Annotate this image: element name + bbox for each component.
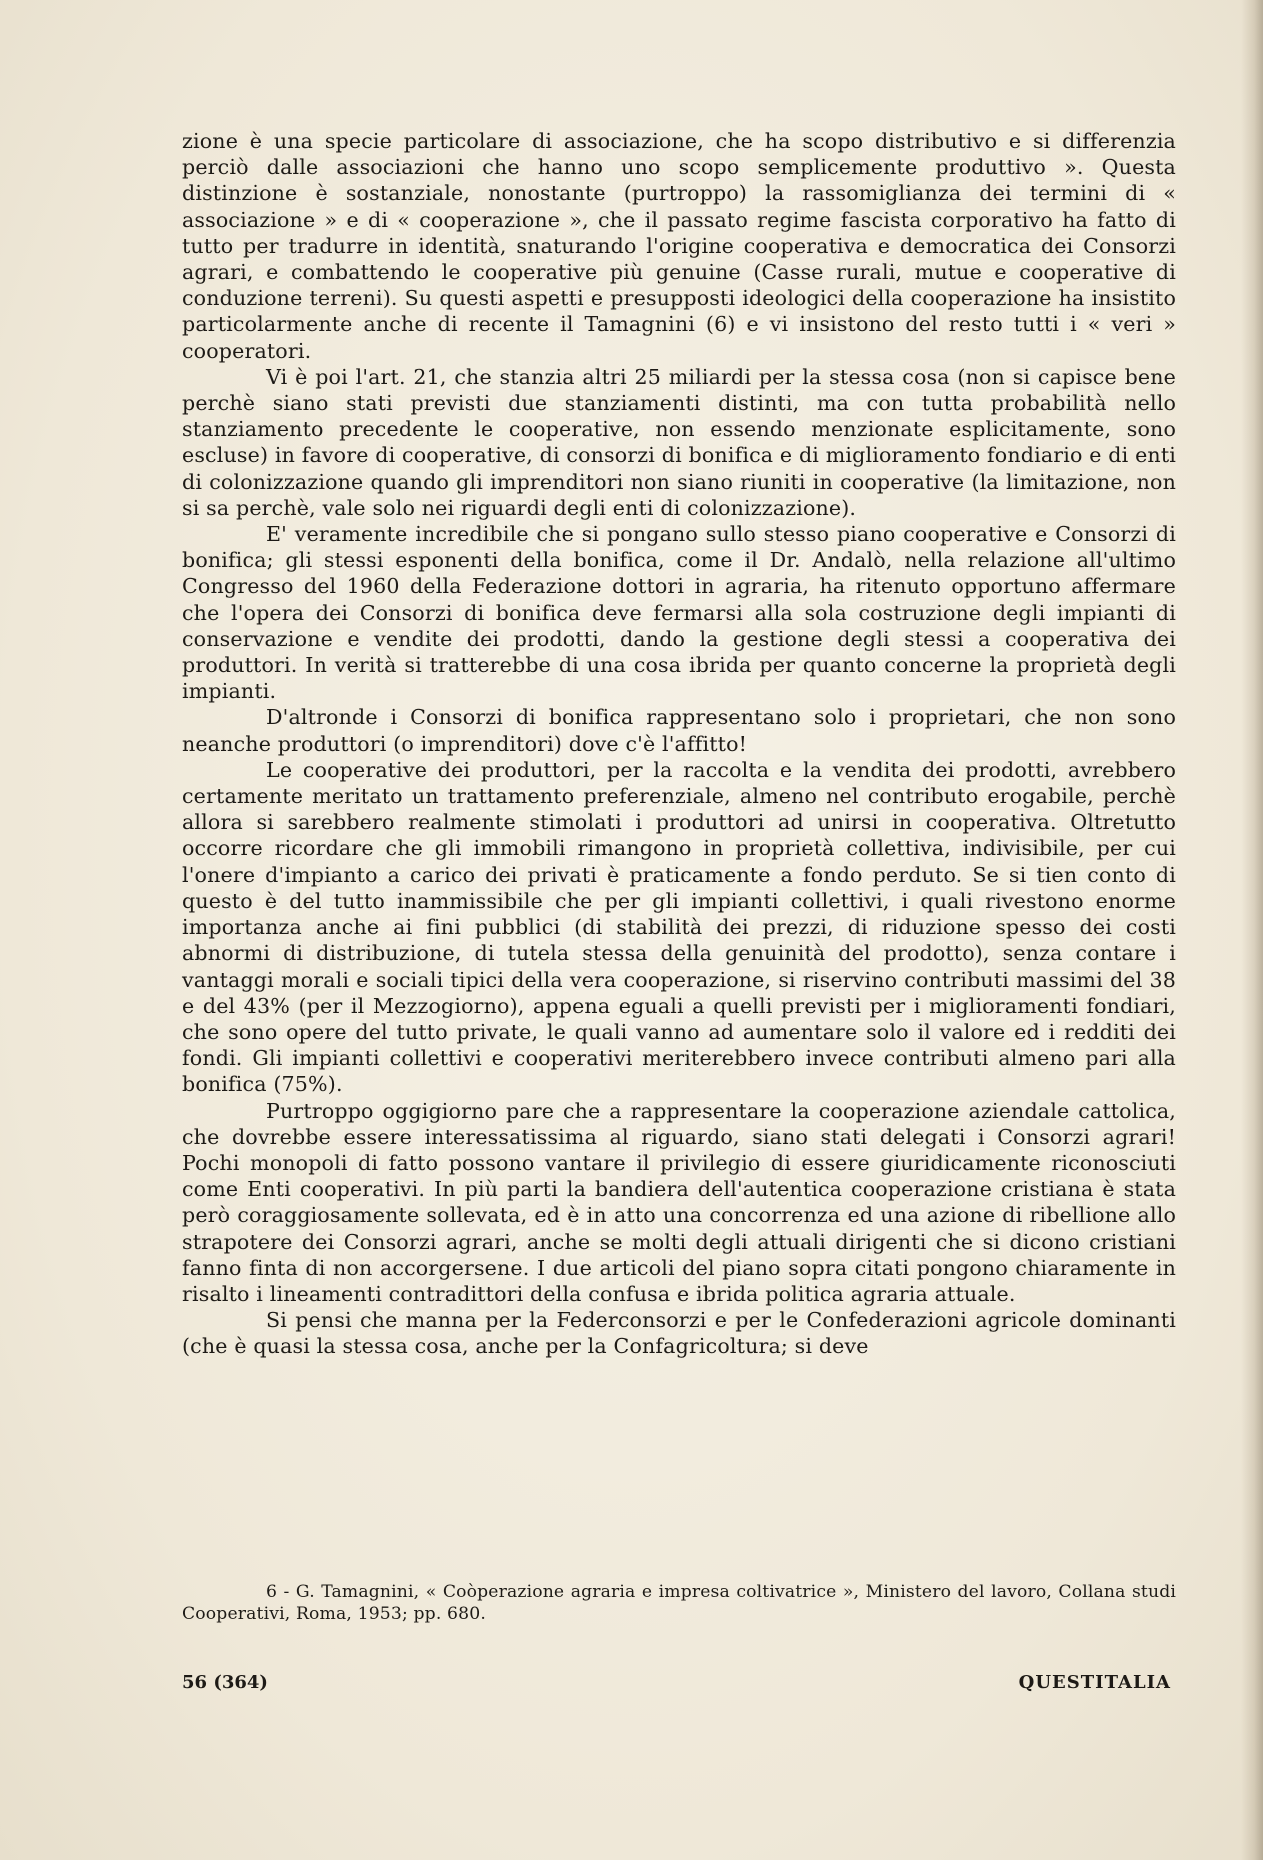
paragraph: Si pensi che manna per la Federconsorzi e per le Confederazioni agricole dominanti (che è quasi la stessa cosa, anche per la Confagricoltura; si deve: [182, 1308, 1176, 1359]
paragraph: Purtroppo oggigiorno pare che a rappresentare la cooperazione aziendale cattolica, che dovrebbe essere interessatissima al riguardo, siano stati delegati i Consorzi agrari! Pochi monopoli di fatto possono vantare il privilegio di essere giuridicamente riconosciuti come Enti cooperativi. In più parti la bandiera dell'autentica cooperazione cristiana è stata però coraggiosamente sollevata, ed è in atto una concorrenza ed una azione di ribellione allo strapotere dei Consorzi agrari, anche se molti degli attuali dirigenti che si dicono cristiani fanno finta di non accorgersene. I due articoli del piano sopra citati pongono chiaramente in risalto i lineamenti contradittori della confusa e ibrida politica agraria attuale.: [182, 1098, 1176, 1306]
page-number: 56 (364): [182, 1672, 268, 1693]
paragraph: zione è una specie particolare di associazione, che ha scopo distributivo e si differenzia perciò dalle associazioni che hanno uno scopo semplicemente produttivo ». Questa distinzione è sostanziale, nonostante (purtroppo) la rassomiglianza dei termini di « associazione » e di « cooperazione », che il passato regime fascista corporativo ha fatto di tutto per tradurre in identità, snaturando l'origine cooperativa e democratica dei Consorzi agrari, e combattendo le cooperative più genuine (Casse rurali, mutue e cooperative di conduzione terreni). Su questi aspetti e presupposti ideologici della cooperazione ha insistito particolarmente anche di recente il Tamagnini (6) e vi insistono del resto tutti i « veri » cooperatori.: [182, 129, 1176, 363]
journal-title: QUESTITALIA: [1018, 1672, 1171, 1693]
paragraph: Vi è poi l'art. 21, che stanzia altri 25 miliardi per la stessa cosa (non si capisce bene perchè siano stati previsti due stanziamenti distinti, ma con tutta probabilità nello stanziamento precedente le cooperative, non essendo menzionate esplicitamente, sono escluse) in favore di cooperative, di consorzi di bonifica e di miglioramento fondiario e di enti di colonizzazione quando gli imprenditori non siano riuniti in cooperative (la limitazione, non si sa perchè, vale solo nei riguardi degli enti di colonizzazione).: [182, 364, 1176, 520]
paragraph: Le cooperative dei produttori, per la raccolta e la vendita dei prodotti, avrebbero certamente meritato un trattamento preferenziale, almeno nel contributo erogabile, perchè allora si sarebbero realmente stimolati i produttori ad unirsi in cooperativa. Oltretutto occorre ricordare che gli immobili rimangono in proprietà collettiva, indivisibile, per cui l'onere d'impianto a carico dei privati è praticamente a fondo perduto. Se si tien conto di questo è del tutto inammissibile che per gli impianti collettivi, i quali rivestono enorme importanza anche ai fini pubblici (di stabilità dei prezzi, di riduzione spesso dei costi abnormi di distribuzione, di tutela stessa della genuinità del prodotto), senza contare i vantaggi morali e sociali tipici della vera cooperazione, si riservino contributi massimi del 38 e del 43% (per il Mezzogiorno), appena eguali a quelli previsti per i miglioramenti fondiari, che sono opere del tutto private, le quali vanno ad aumentare solo il valore ed i redditi dei fondi. Gli impianti collettivi e cooperativi meriterebbero invece contributi almeno pari alla bonifica (75%).: [182, 757, 1176, 1097]
paragraph: E' veramente incredibile che si pongano sullo stesso piano cooperative e Consorzi di bonifica; gli stessi esponenti della bonifica, come il Dr. Andalò, nella relazione all'ultimo Congresso del 1960 della Federazione dottori in agraria, ha ritenuto opportuno affermare che l'opera dei Consorzi di bonifica deve fermarsi alla sola costruzione degli impianti di conservazione e vendite dei prodotti, dando la gestione degli stessi a cooperativa dei produttori. In verità si tratterebbe di una cosa ibrida per quanto concerne la proprietà degli impianti.: [182, 522, 1176, 704]
paragraph: D'altronde i Consorzi di bonifica rappresentano solo i proprietari, che non sono neanche produttori (o imprenditori) dove c'è l'affitto!: [182, 705, 1176, 756]
page-edge-shadow: [1241, 0, 1263, 1860]
body-text: [182, 128, 1176, 1360]
footnote: 6 - G. Tamagnini, « Coòperazione agraria e impresa coltivatrice », Ministero del lavoro, Collana studi Cooperativi, Roma, 1953; pp. 680.: [182, 1582, 1176, 1624]
